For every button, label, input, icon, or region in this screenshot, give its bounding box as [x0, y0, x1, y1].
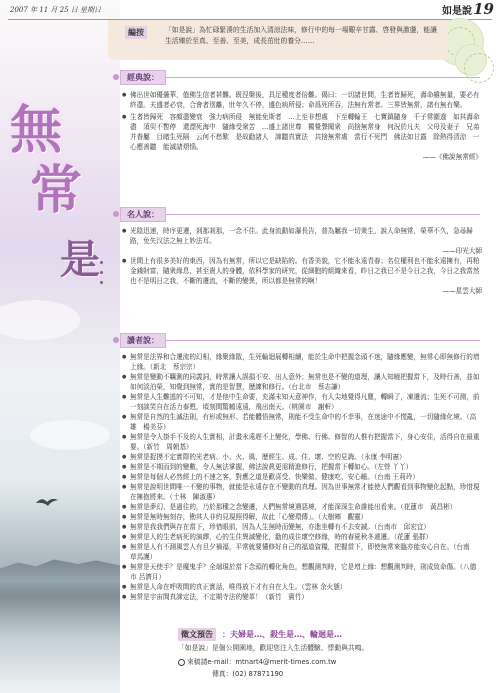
- preview-label: 徵文預告: [178, 628, 216, 641]
- famous-item: ● 世間上有很多美好的東西，因為有無常，所以它是缺陷的。有香美貌，它不能永遠青春；名位權利也不能永遠擁有，再粕金錢財富，隨衆緣息，甚至貴人的身體，依科學家的研究，從細胞的組織來看，昨日之我已不是今日之我，今日之我當然也不是明日之我，不斷的遷流，不斷的變異，所以都是無常的啊！: [122, 256, 482, 286]
- editor-note-label: 編按: [125, 26, 147, 39]
- classics-body: [122, 90, 482, 162]
- famous-source: ——星雲大師: [442, 287, 482, 295]
- reader-item: ● 無常是每個人必然經上的不速之客，對應之道是歡喜受、快樂做、健康吃、安心睡。（台南 王莉玲）: [122, 472, 482, 482]
- fax-label: 傳真：: [212, 670, 233, 678]
- section-rule: [165, 77, 480, 78]
- email-line: [178, 656, 448, 666]
- reader-item: ● 無常是無時無刻存，勘其人非約見現照得解，故此「心變環傳」。（大樹鄉 觀靈）: [122, 512, 482, 522]
- classics-item: ● 佛出世如優曇華，值佛生信者甚難。既涅槃後，具足種度者倍難。偈曰：一切諸世間，生者皆歸死，壽命雖無量，要必有終盡。夫盛者必衰，合會者別離，壯年久不停，盛色病所侵；命爲死所吞，法無有常者。三界皆無常，諸有無有樂。: [122, 90, 482, 110]
- famous-item: ● 光陰迅速，時序更遷，剎那剎那，一念不住。此身流動如瀑長告，普為屬我一切衆生，說人命無常，榮華不久，急尋歸路，免失汉法之無上妙法耳。: [122, 226, 482, 246]
- page-number: 19: [473, 0, 494, 18]
- reader-item: ● 無常是人命在呼吸間的真正實話，唯得放下才有自在人生。（雲林 余火態）: [122, 582, 482, 592]
- section-title-readers: 讀者說：: [120, 333, 166, 348]
- reader-item: ● 無常是人生難逃的不可知，才是他中生命要，充滿未知天意神作，有人尖地覺得凡塵，轉瞬了，凍遷流；生死不可測，前一刻談笑自在活力泰甦，頃刻間驚鶴遠遠，飛出南天。（桃園市 謝軒）: [122, 392, 482, 412]
- preview-topics: ：夫婦是…、殺生是…、輪迴是…: [222, 630, 342, 639]
- editor-note-text: 「如是說」為忙碌緊湊的生活加入清涼法味，修行中的每一場艱辛甘露、啓發與激盪，能讓生活臻於至真、至善、至美，成長茁壯的養分……: [165, 26, 437, 45]
- section-title-famous: 名人說：: [120, 207, 166, 222]
- classics-source: ——《佛說無常經》: [422, 153, 482, 161]
- section-title-classics: 經典說：: [120, 70, 166, 85]
- reader-item: ● 無常是說明世間唯一不變的事物，就能是永遠存在不變動的真理。因為世事無常才能使人們觀看到事物變化起點，珍惜現在擁抱將來。（土林 陳淑惠）: [122, 482, 482, 502]
- big-char-chang: 常: [30, 160, 83, 221]
- reader-item: ● 無常是變動不羈測的同義詞，時常讓人誤損不安、出人意外；無常也是不變的道理，讓人知曉把握當下，及時行善，並如如何淡泊榮，知覺到無常，實的是智慧，歷練和修行。（台北市 蔡志謙）: [122, 372, 482, 392]
- top-bar: [0, 0, 500, 22]
- running-head: 如是說: [442, 6, 472, 17]
- submission-invite: 「如是說」是個公開園地，歡迎您注入生活體驗、悸動與共鳴。: [178, 644, 369, 652]
- submission-box: [170, 626, 435, 684]
- reader-item: ● 無常是不期而到的變數，令人無法掌握，佛法說眞更需精進修行，把握當下轉如心。（左營 丫丫）: [122, 462, 482, 472]
- email-link[interactable]: mtnart4@merit-times.com.tw: [235, 658, 337, 666]
- reader-item: ● 無常是令人掛手不及的人生實相，計畫永遠趕不上變化，學佛、行佛、修智的人惟有把握當下，身心安住，活得自在最重要。（新竹 周朝基）: [122, 432, 482, 452]
- cloud: [30, 420, 110, 450]
- reader-item: ● 無常是人有不測風雲人有旦夕禍福，平常就要懂修好自己的福道資糧，把握當下，即使無常來臨亦能安心自在。（台南 草馬護）: [122, 542, 482, 562]
- reader-item: ● 無常是自然的生滅法則，有形或無形、若能體悟無常，則能不受生命中的不幸事，在迷途中不慌亂，一切隨緣化境。（高雄 楊美芬）: [122, 412, 482, 432]
- bullet-circle-icon: [178, 659, 185, 666]
- reader-item: ● 無常是我我們與存在當下，珍惜眼前，因為人生無時而變無，亦進坐轉有不去安誠。（台南市 邱宏宜）: [122, 522, 482, 532]
- big-char-shi: 是: [60, 236, 100, 283]
- reader-item: ● 無常是天使手？是魔鬼手？全端現於當下念頭的轉化角色，想觀測判時，它是增上緣：想觀測判時，則成致命傷。（八德市 呂濟月）: [122, 562, 482, 582]
- fax-number: (02) 87871190: [232, 670, 284, 678]
- reader-item: ● 無常是人的生老病死的演繹，心的生住異滅變化，勸的成住壞空修緣，時的春夏秋冬遞遷。（花蓮 張群）: [122, 532, 482, 542]
- section-rule: [165, 340, 480, 341]
- submission-description: [178, 643, 368, 653]
- section-rule: [165, 214, 480, 215]
- editor-note: [108, 20, 448, 60]
- reader-item: ● 無常是宇宙間真諦定法，不定期寺法的變革！（新竹 賓竹）: [122, 592, 482, 602]
- decorative-circle: [455, 44, 487, 76]
- readers-body: [122, 352, 482, 602]
- reader-item: ● 無常是捉摸不定實際的光老病、小、火、風，歷經生、成、住、壞、空的見誨。（永康 李明憲）: [122, 452, 482, 462]
- issue-date: 2007 年 11 月 25 日 星期日: [10, 6, 101, 14]
- big-char-wu: 無: [10, 100, 63, 161]
- reader-item: ● 無常是夢幻、是過往的，乃於那種之念變遷，人們無常境遇惡境，才能深深生命誰能出看來。（花蓮市 黃昌彬）: [122, 502, 482, 512]
- classics-item: ● 生者皆歸死 容顏盡變衰 強力病所侵 無能免斯者 …上至非想處 下至轉輪王 七寶鎮隨身 千子常圍遶 如其壽命盡 須臾不暫停 還漂死海中 隨緣受衆苦 …盛上諸世尊 獨覺聲聞衆 尚捨無常身 何況於凡夫 父母及妻子 兄弟并眷屬 目睹生死隔 云何不愁歎 是故勸諸人 諦聽真實法 共捨無常處 當行不死門 佛法如甘露 除熱得清涼 一心應善聽 能滅諸煩惱。: [122, 112, 482, 152]
- email-label: 來稿請e-mail：: [187, 658, 236, 666]
- famous-body: [122, 226, 482, 296]
- reader-item: ● 無常是法界和合遷流的幻相，緣聚緣散，生死輪迴展轉相續，能於生命中把握念頭不迷，隨緣應變，無常心即無修行的增上緣。（新北 蔡宗宗）: [122, 352, 482, 372]
- famous-source: ——印光大師: [442, 247, 482, 255]
- bird-icon: [36, 496, 58, 508]
- ellipsis-dots: [100, 254, 106, 291]
- fax-line: [212, 668, 482, 678]
